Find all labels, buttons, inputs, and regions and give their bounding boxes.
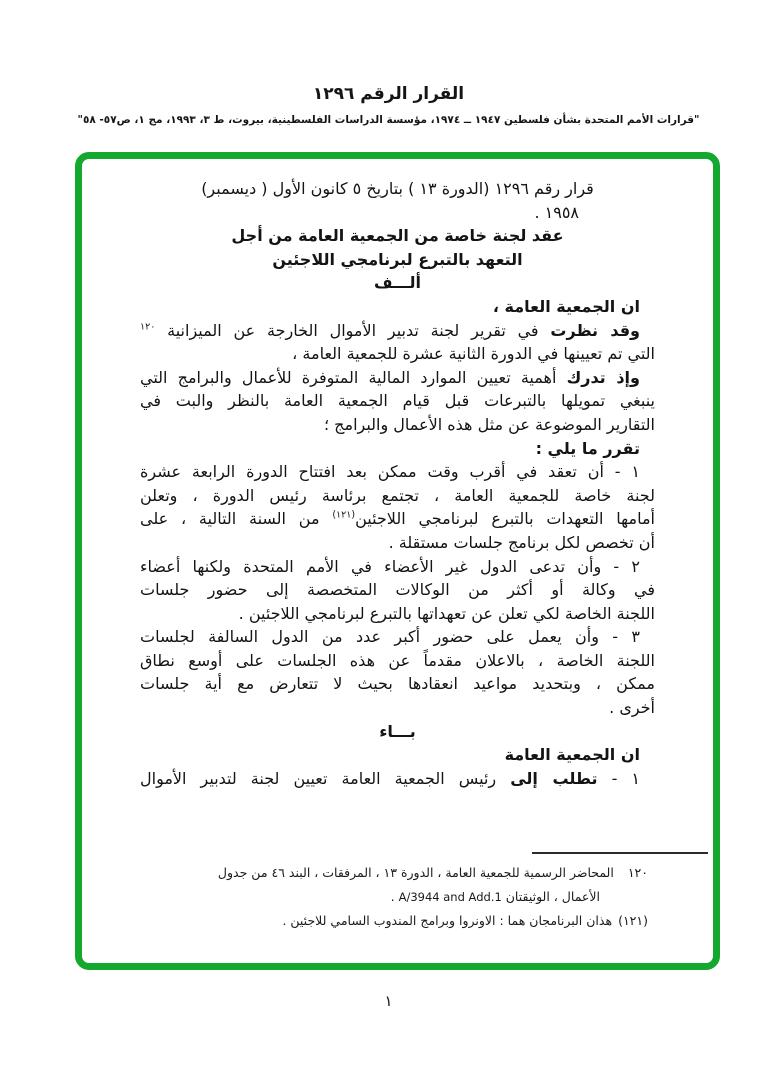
text-line: ٣ - وأن يعمل على حضور أكبر عدد من الدول السالفة لجلسات bbox=[140, 627, 640, 647]
footnote-separator bbox=[532, 852, 708, 854]
resolution-subject-line1: عقد لجنة خاصة من الجمعية العامة من أجل bbox=[231, 226, 564, 246]
source-citation: "قرارات الأمم المتحدة بشأن فلسطين ١٩٤٧ ــ ١٩٧٤، مؤسسة الدراسات الفلسطينية، بيروت، ط ٣، ١٩٩٣، مج ١، ص٥٧- ٥٨" bbox=[77, 114, 700, 126]
text-line: ١ - أن تعقد في أقرب وقت ممكن بعد افتتاح الدورة الرابعة عشرة bbox=[140, 462, 640, 482]
text-line: ١ - تطلب إلى رئيس الجمعية العامة تعيين لجنة لتدبير الأموال bbox=[140, 768, 641, 788]
text-line: تقرر ما يلي : bbox=[535, 438, 640, 458]
text-line: التقارير الموضوعة عن مثل هذه الأعمال والبرامج ؛ bbox=[324, 414, 655, 434]
footnote-ref: ١٢٠ bbox=[140, 321, 156, 333]
footnotes bbox=[140, 852, 648, 933]
text-line: وقد نظرت في تقرير لجنة تدبير الأموال الخارجة عن الميزانية $^{١٢٠}$ bbox=[140, 320, 641, 340]
resolution-heading-line1: قرار رقم ١٢٩٦ (الدورة ١٣ ) بتاريخ ٥ كانون الأول ( ديسمبر) bbox=[201, 179, 594, 198]
document-title: القرار الرقم ١٢٩٦ bbox=[312, 84, 465, 104]
text-line: أمامها التعهدات بالتبرع لبرنامجي اللاجئين$^{(١٢١)}$ من السنة التالية ، على bbox=[140, 509, 656, 529]
footnote-120-line2: الأعمال ، الوثيقتان A/3944 and Add.1 . bbox=[390, 889, 600, 904]
text-line: ان الجمعية العامة ، bbox=[492, 296, 640, 316]
text-line: ينبغي تمويلها بالتبرعات قبل قيام الجمعية العامة بالنظر والبت في bbox=[140, 391, 655, 411]
section-b-label: بـــاء bbox=[379, 721, 416, 741]
footnote-ref: (١٢١) bbox=[332, 509, 356, 521]
text-line: اللجنة الخاصة لكي تعلن عن تعهداتها بالتبرع لبرنامجي اللاجئين . bbox=[238, 603, 655, 623]
page-number: ١ bbox=[384, 992, 393, 1010]
text-line: التي تم تعيينها في الدورة الثانية عشرة للجمعية العامة ، bbox=[292, 344, 655, 364]
resolution-subject-line2: التعهد بالتبرع لبرنامجي اللاجئين bbox=[272, 249, 523, 269]
footnote-number: (١٢١) bbox=[618, 913, 648, 928]
text-line: في وكالة أو أكثر من الوكالات المتخصصة إلى حضور جلسات bbox=[140, 580, 655, 600]
resolution-body bbox=[140, 177, 655, 790]
text-line: ان الجمعية العامة bbox=[504, 745, 640, 765]
text-line: ٢ - وأن تدعى الدول غير الأعضاء في الأمم المتحدة ولكنها أعضاء bbox=[140, 556, 640, 576]
text-line: أخرى . bbox=[609, 698, 655, 718]
document-reference: A/3944 and Add.1 bbox=[398, 890, 502, 904]
text-line: أن تخصص لكل برنامج جلسات مستقلة . bbox=[388, 532, 655, 552]
section-a-label: ألـــف bbox=[374, 273, 421, 293]
text-line: وإذ تدرك أهمية تعيين الموارد المالية المتوفرة للأعمال والبرامج التي bbox=[140, 367, 640, 387]
footnote-120-line1: ١٢٠المحاضر الرسمية للجمعية العامة ، الدورة ١٣ ، المرفقات ، البند ٤٦ من جدول bbox=[140, 861, 648, 885]
text-line: ممكن ، وبتحديد مواعيد انعقادها بحيث لا تتعارض مع أية جلسات bbox=[140, 674, 655, 694]
text-line: اللجنة الخاصة ، بالاعلان مقدماً عن هذه الجلسات على أوسع نطاق bbox=[140, 650, 655, 670]
resolution-heading-line2: ١٩٥٨ . bbox=[534, 202, 579, 222]
text-line: لجنة خاصة للجمعية العامة ، تجتمع برئاسة رئيس الدورة ، وتعلن bbox=[140, 485, 655, 505]
footnote-121: (١٢١)هذان البرنامجان هما : الاونروا وبرامج المندوب السامي للاجئين . bbox=[140, 909, 648, 933]
footnote-number: ١٢٠ bbox=[627, 865, 648, 880]
